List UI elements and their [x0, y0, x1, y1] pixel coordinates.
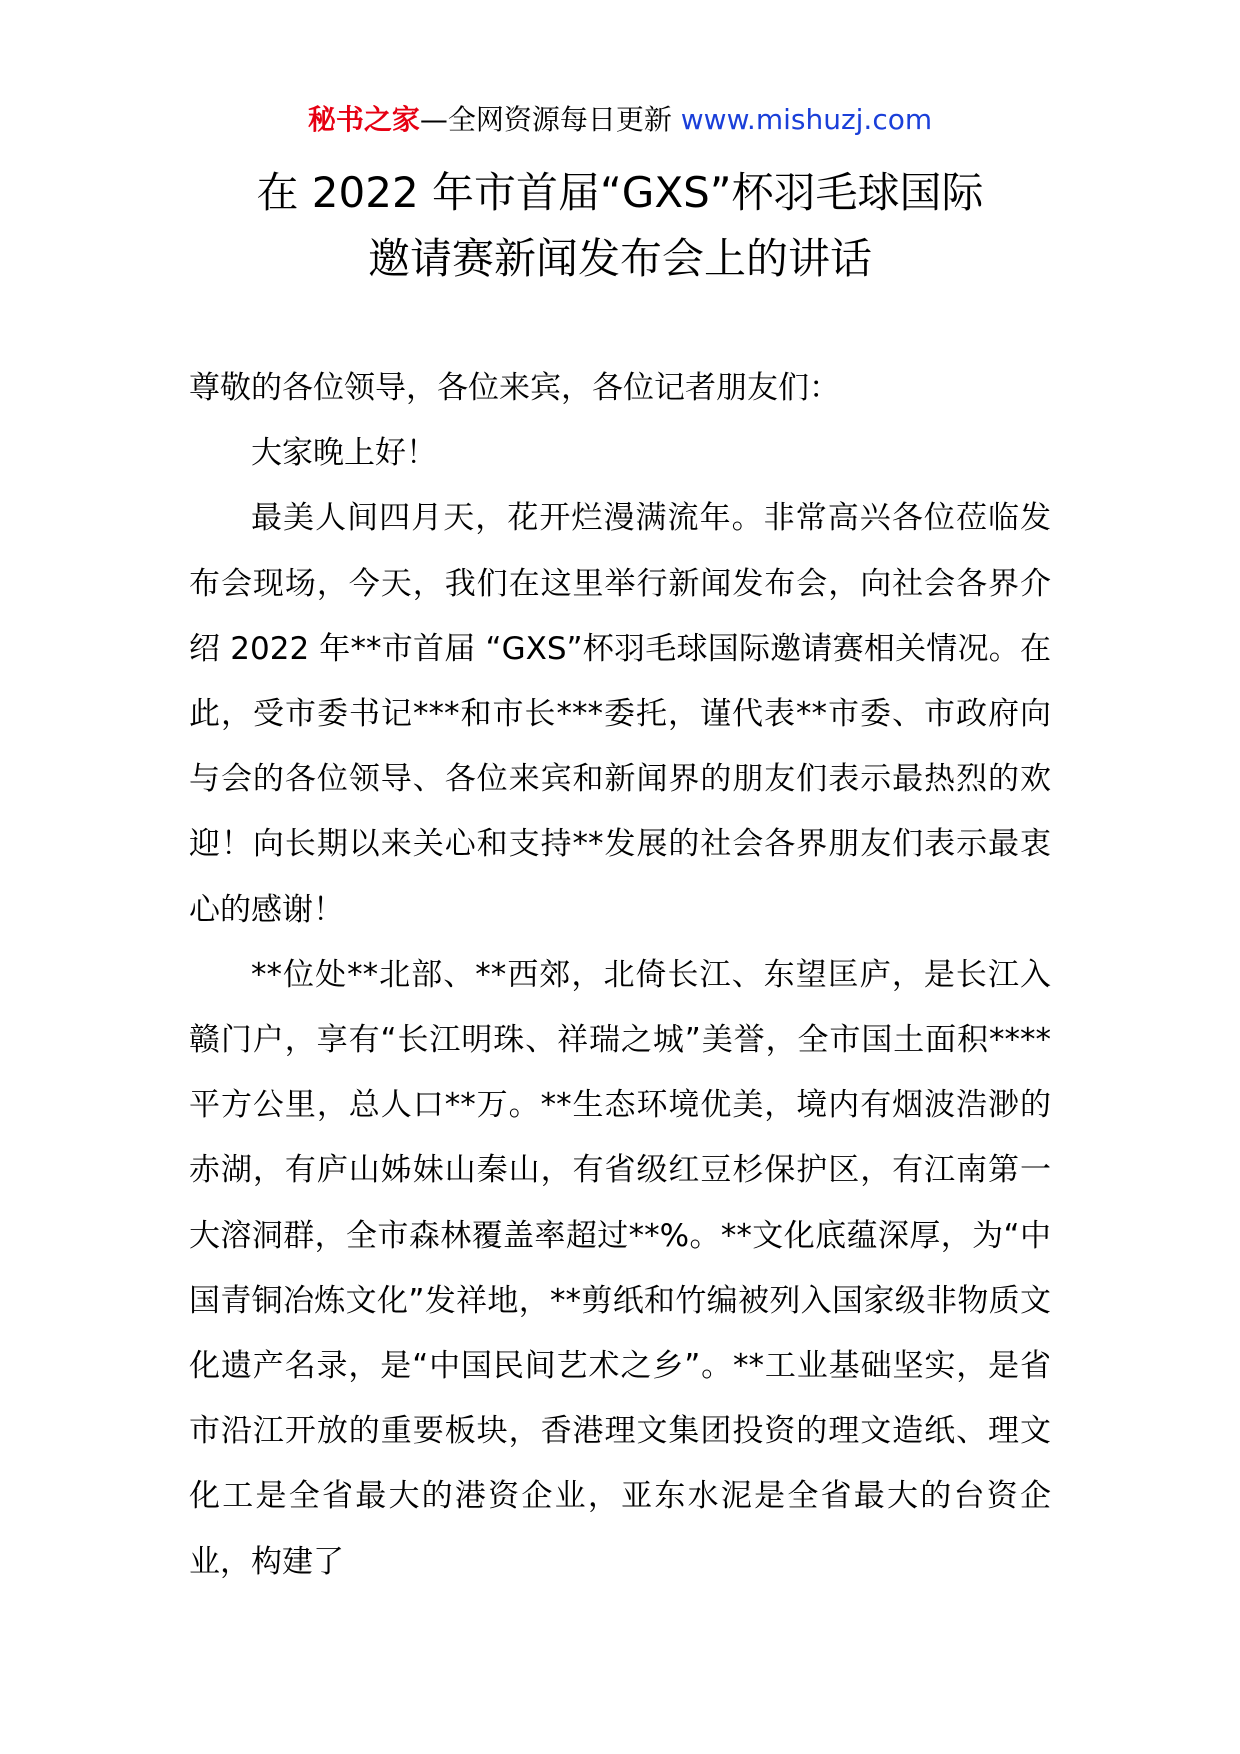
site-header [0, 100, 1240, 140]
document-body [189, 356, 1051, 1595]
paragraph-1: 最美人间四月天，花开烂漫满流年。非常高兴各位莅临发布会现场，今天，我们在这里举行新闻发布会，向社会各界介绍 2022 年**市首届 “GXS”杯羽毛球国际邀请赛相关情况。在此，受市委书记***和市长***委托，谨代表**市委、市政府向与会的各位领导、各位来宾和新闻界的朋友们表示最热烈的欢迎！向长期以来关心和支持**发展的社会各界朋友们表示最衷心的感谢！ [189, 500, 1051, 928]
document-title-line-2: 邀请赛新闻发布会上的讲话 [367, 234, 872, 283]
document-title-line-1: 在 2022 年市首届“GXS”杯羽毛球国际 [256, 168, 984, 217]
site-url-link[interactable]: www.mishuzj.com [680, 103, 933, 136]
salutation: 尊敬的各位领导，各位来宾，各位记者朋友们： [189, 370, 840, 406]
site-slogan: —全网资源每日更新 [419, 103, 681, 136]
greeting: 大家晚上好！ [251, 435, 437, 472]
site-brand: 秘书之家 [307, 103, 420, 136]
document-title [0, 160, 1240, 292]
paragraph-2: **位处**北部、**西郊，北倚长江、东望匡庐，是长江入赣门户，享有“长江明珠、祥瑞之城”美誉，全市国土面积****平方公里，总人口**万。**生态环境优美，境内有烟波浩渺的赤湖，有庐山姊妹山秦山，有省级红豆杉保护区，有江南第一大溶洞群，全市森林覆盖率超过**%。**文化底蕴深厚，为“中国青铜冶炼文化”发祥地，**剪纸和竹编被列入国家级非物质文化遗产名录，是“中国民间艺术之乡”。**工业基础坚实，是省市沿江开放的重要板块，香港理文集团投资的理文造纸、理文化工是全省最大的港资企业，亚东水泥是全省最大的台资企业，构建了 [189, 956, 1051, 1580]
